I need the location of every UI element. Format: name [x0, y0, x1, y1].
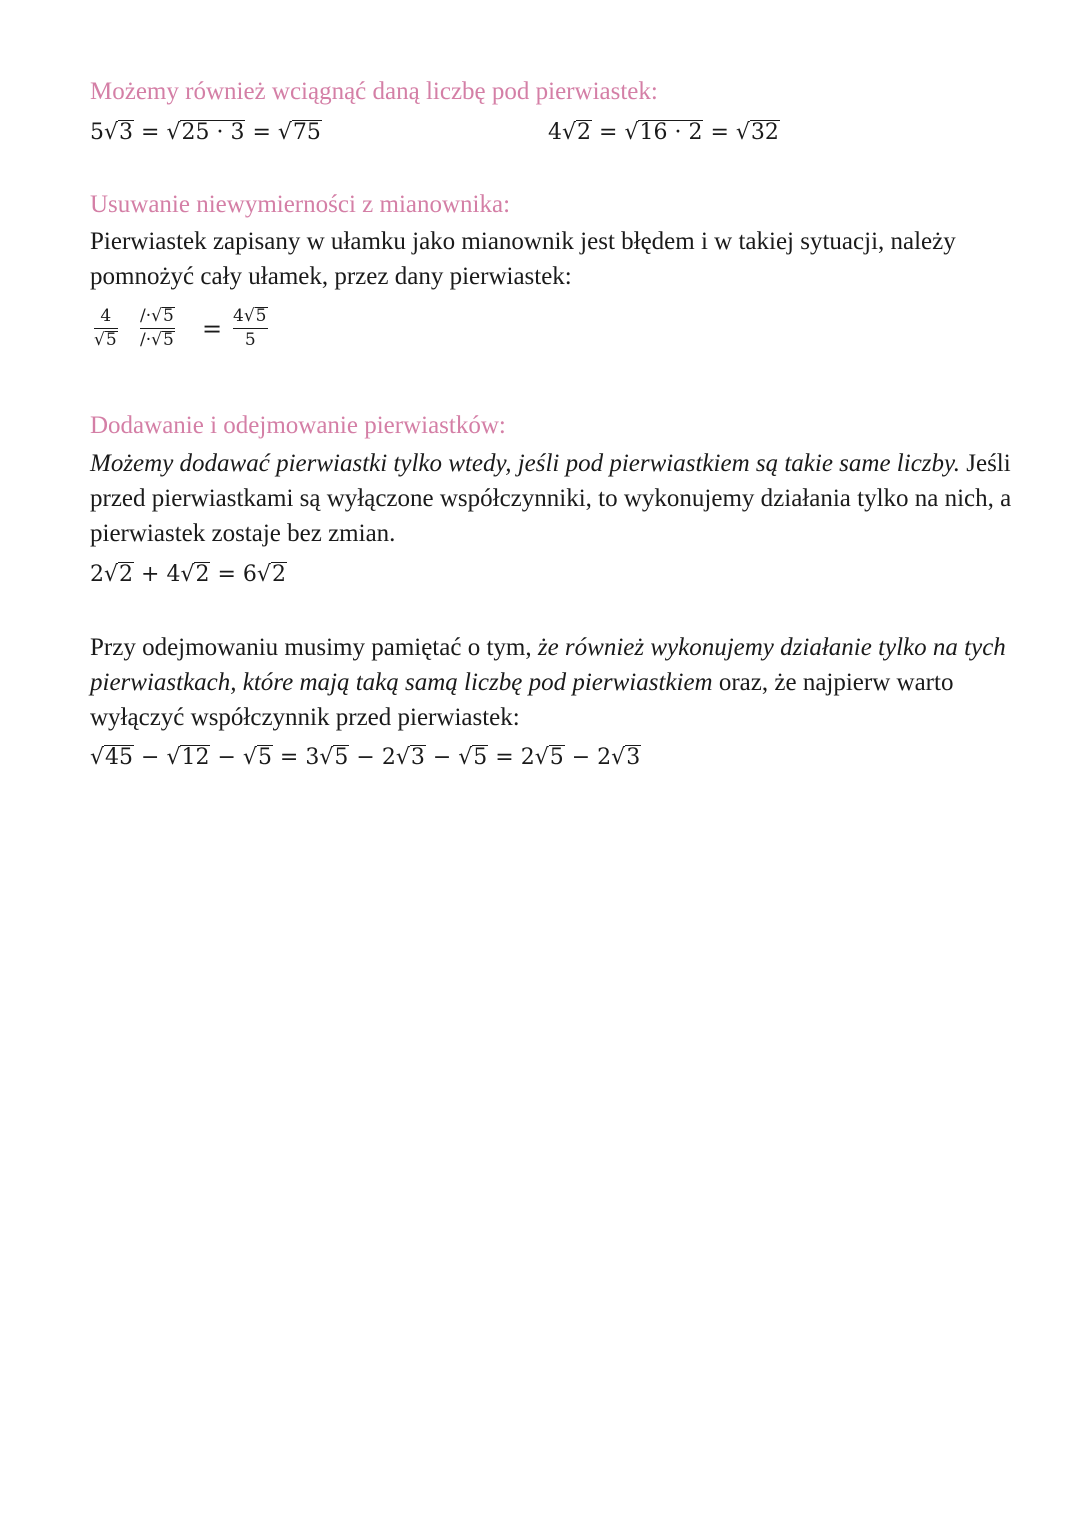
equation-subtraction: √45 − √12 − √5 = 3√5 − 2√3 − √5 = 2√5 − 2√3	[90, 745, 641, 770]
subtraction-paragraph: Przy odejmowaniu musimy pamiętać o tym, że również wykonujemy działanie tylko na tych pierwiastkach, które mają taką samą liczbę pod pierwiastkiem oraz, że najpierw warto wyłączyć współczynnik przed pierwiastek:	[90, 634, 1006, 731]
section-heading-pull-under-root: Możemy również wciągnąć daną liczbę pod pierwiastek:	[90, 78, 658, 105]
equation-pull-under-1: 5√3 = √25 · 3 = √75	[90, 120, 321, 145]
rationalize-paragraph: Pierwiastek zapisany w ułamku jako mianownik jest błędem i w takiej sytuacji, należy pomnożyć cały ułamek, przez dany pierwiastek:	[90, 228, 956, 290]
equals-sign: =	[202, 315, 223, 343]
fraction-original: $\frac{4}{√5}$	[94, 306, 117, 350]
section-heading-rationalize: Usuwanie niewymierności z mianownika:	[90, 191, 511, 218]
add-subtract-paragraph: Możemy dodawać pierwiastki tylko wtedy, jeśli pod pierwiastkiem są takie same liczby. Jeśli przed pierwiastkami są wyłączone współczynniki, to wykonujemy działania tylko na nich, a pierwiastek zostaje bez zmian.	[90, 450, 1012, 547]
fraction-multiplier: $\frac{/\cdot√5}{/\cdot√5}$	[140, 306, 174, 350]
equation-pull-under-2: 4√2 = √16 · 2 = √32	[548, 120, 779, 145]
fraction-result: $\frac{4√5}{5}$	[233, 306, 267, 350]
section-heading-add-subtract: Dodawanie i odejmowanie pierwiastków:	[90, 412, 506, 439]
equation-addition: 2√2 + 4√2 = 6√2	[90, 562, 286, 587]
